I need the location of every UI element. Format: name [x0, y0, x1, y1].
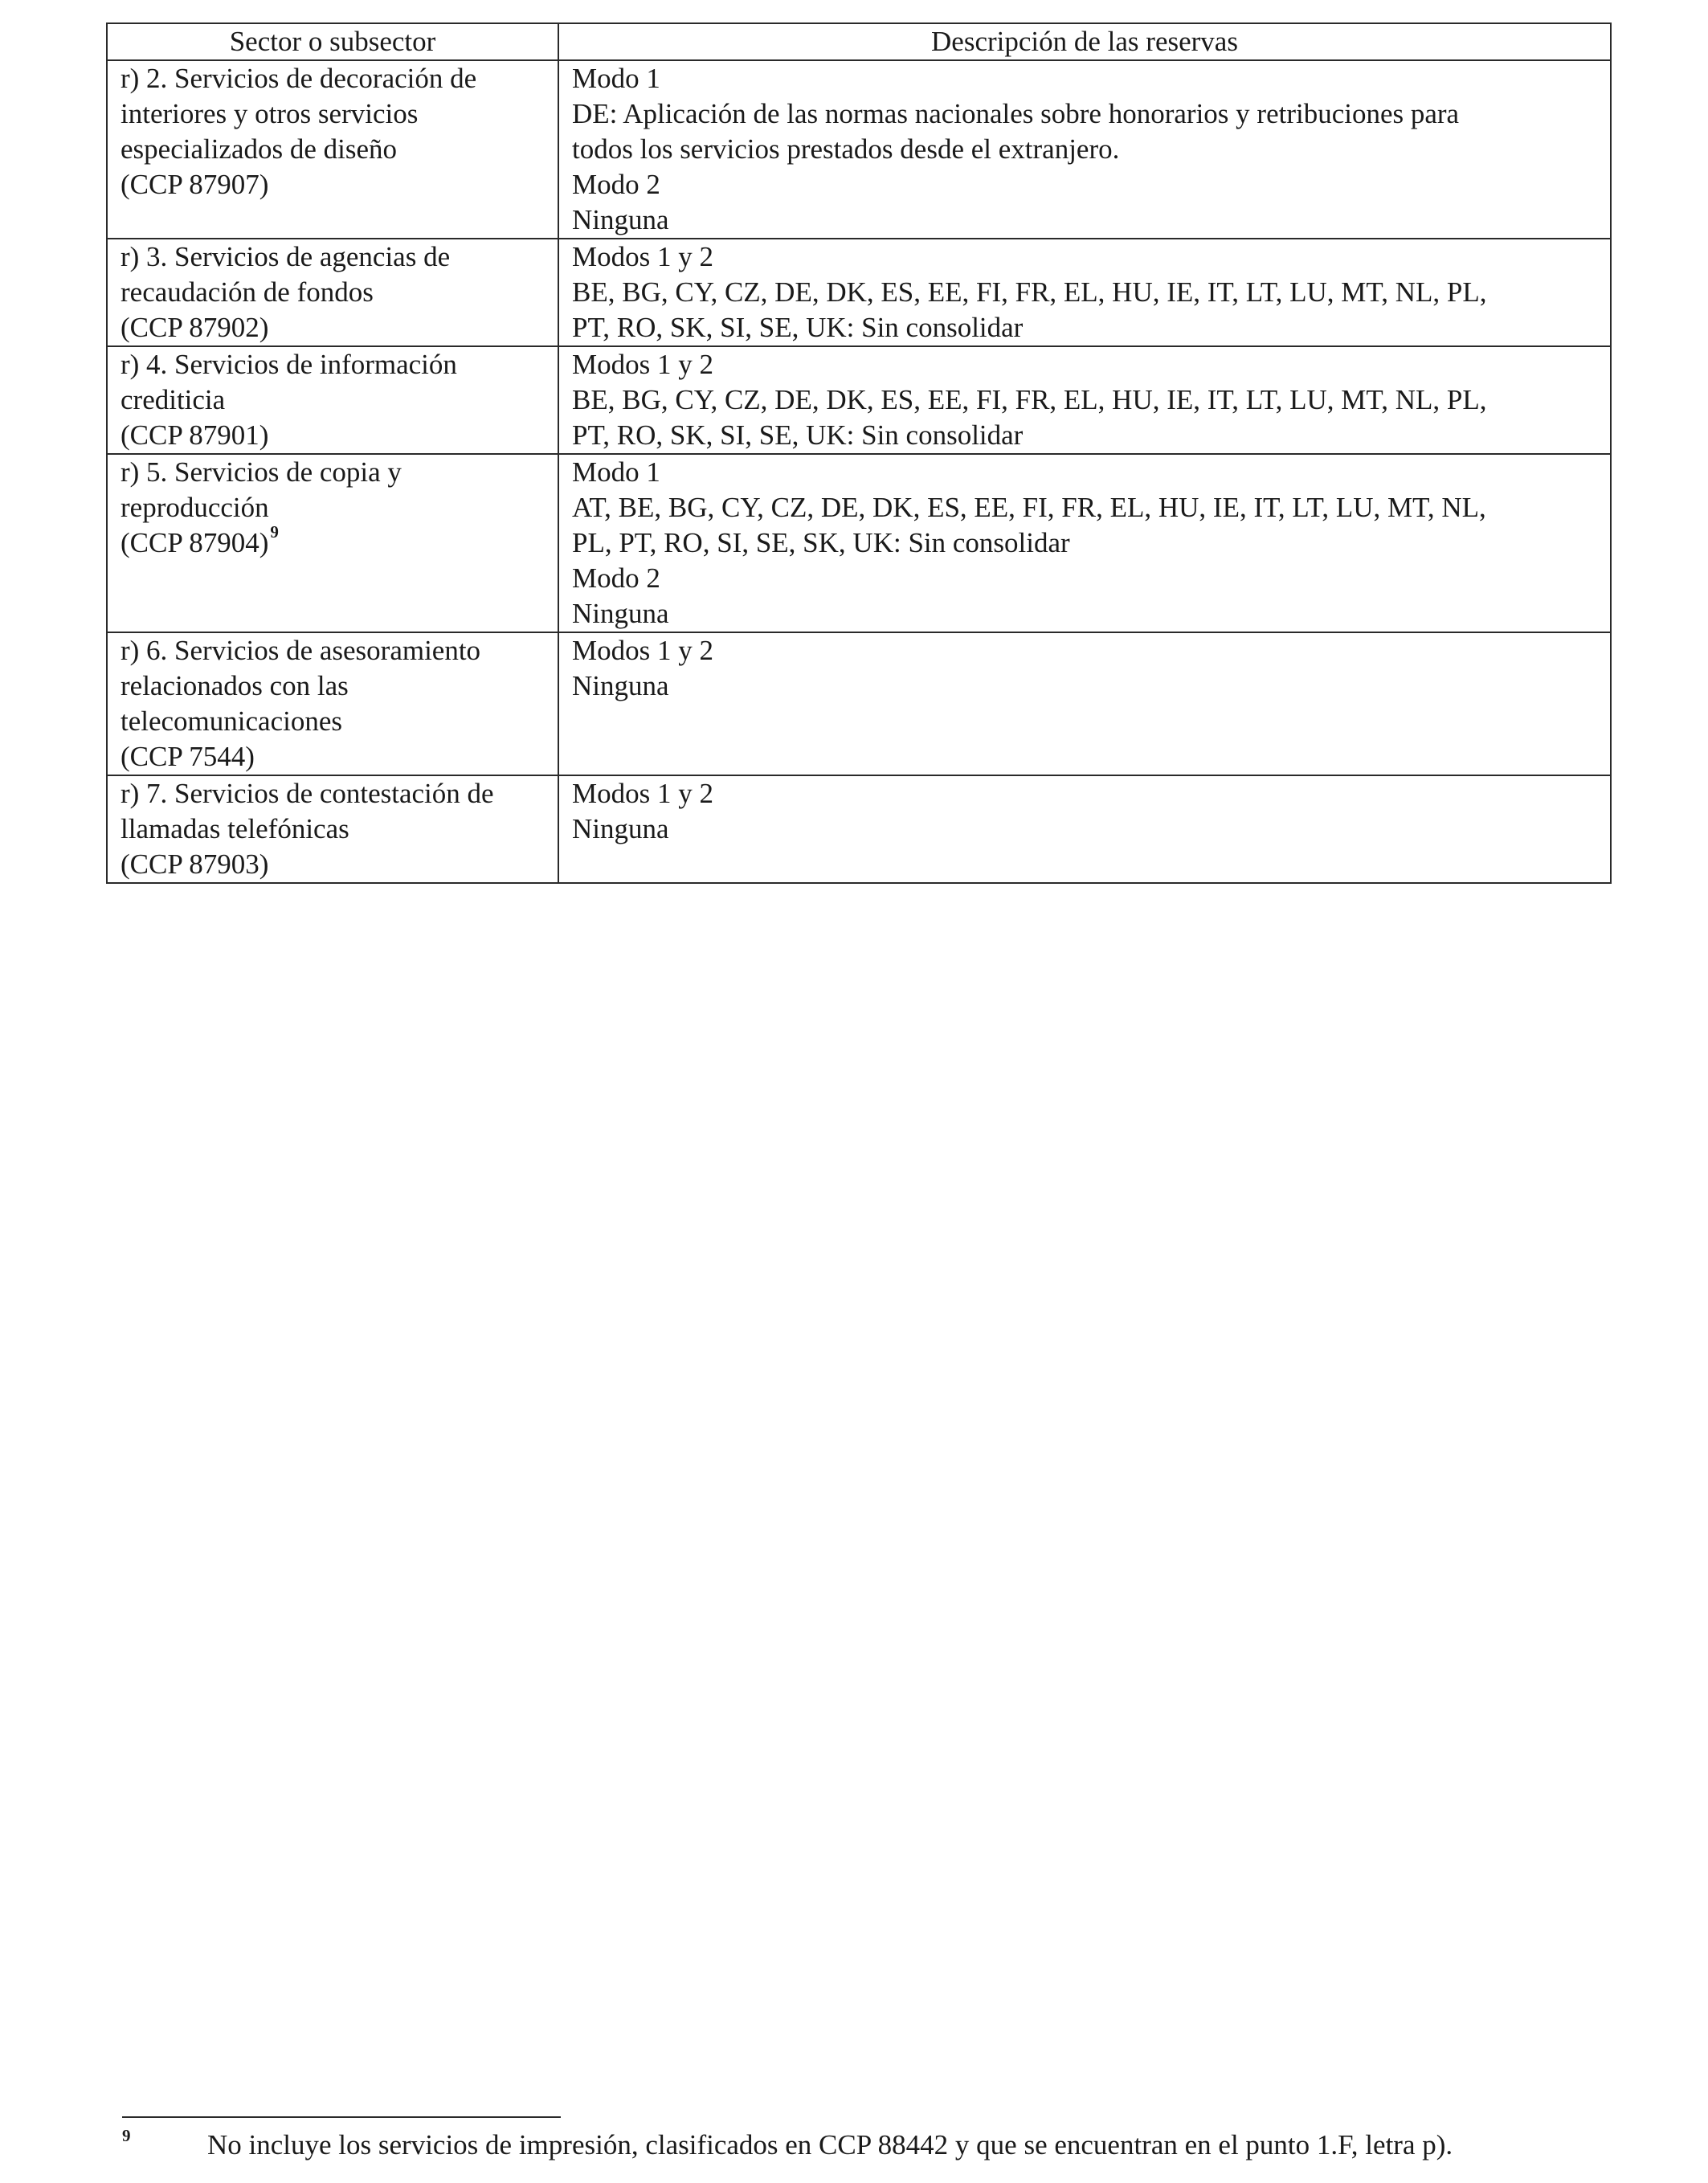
description-line: todos los servicios prestados desde el extranjero.	[572, 133, 1120, 165]
sector-line: r) 6. Servicios de asesoramiento	[121, 635, 481, 666]
description-line: BE, BG, CY, CZ, DE, DK, ES, EE, FI, FR, EL, HU, IE, IT, LT, LU, MT, NL, PL,	[572, 276, 1487, 308]
sector-line: crediticia	[121, 384, 226, 415]
header-sector: Sector o subsector	[107, 23, 558, 60]
sector-line: (CCP 87903)	[121, 848, 269, 880]
description-line: Modos 1 y 2	[572, 778, 713, 809]
reservations-table	[106, 22, 1612, 884]
description-line: PL, PT, RO, SI, SE, SK, UK: Sin consolidar	[572, 527, 1070, 558]
sector-cell	[107, 775, 558, 883]
table-header-row	[107, 23, 1611, 60]
sector-line: r) 4. Servicios de información	[121, 349, 457, 380]
sector-cell	[107, 346, 558, 454]
sector-cell	[107, 632, 558, 775]
sector-line: (CCP 87907)	[121, 169, 269, 200]
sector-line-text: (CCP 87904)	[121, 527, 269, 558]
description-line: Modo 1	[572, 456, 660, 488]
description-cell	[558, 239, 1611, 346]
table-row	[107, 60, 1611, 239]
sector-line: (CCP 87901)	[121, 419, 269, 451]
sector-cell	[107, 239, 558, 346]
description-line: Ninguna	[572, 670, 669, 701]
description-cell	[558, 632, 1611, 775]
header-description: Descripción de las reservas	[558, 23, 1611, 60]
sector-line: r) 2. Servicios de decoración de	[121, 63, 477, 94]
sector-line	[121, 522, 546, 561]
description-cell	[558, 775, 1611, 883]
sector-cell	[107, 60, 558, 239]
table-row	[107, 632, 1611, 775]
footnote-text: No incluye los servicios de impresión, clasificados en CCP 88442 y que se encuentran en el punto 1.F, letra p).	[207, 2129, 1453, 2161]
sector-line: llamadas telefónicas	[121, 813, 349, 844]
sector-line: reproducción	[121, 492, 269, 523]
description-cell	[558, 346, 1611, 454]
table-row	[107, 239, 1611, 346]
description-line: Ninguna	[572, 813, 669, 844]
description-line: PT, RO, SK, SI, SE, UK: Sin consolidar	[572, 419, 1024, 451]
description-line: Modos 1 y 2	[572, 241, 713, 272]
description-line: BE, BG, CY, CZ, DE, DK, ES, EE, FI, FR, EL, HU, IE, IT, LT, LU, MT, NL, PL,	[572, 384, 1487, 415]
sector-line: (CCP 87902)	[121, 312, 269, 343]
footnote-number: 9	[122, 2126, 131, 2145]
sector-line: (CCP 7544)	[121, 741, 255, 772]
table-row	[107, 346, 1611, 454]
sector-line: telecomunicaciones	[121, 705, 342, 737]
description-line: AT, BE, BG, CY, CZ, DE, DK, ES, EE, FI, FR, EL, HU, IE, IT, LT, LU, MT, NL,	[572, 492, 1486, 523]
description-line: DE: Aplicación de las normas nacionales sobre honorarios y retribuciones para	[572, 98, 1460, 129]
description-line: Ninguna	[572, 204, 669, 235]
sector-line: relacionados con las	[121, 670, 349, 701]
description-cell	[558, 454, 1611, 632]
table-row	[107, 454, 1611, 632]
description-cell	[558, 60, 1611, 239]
table-row	[107, 775, 1611, 883]
description-line: Modo 2	[572, 169, 660, 200]
description-line: Modos 1 y 2	[572, 635, 713, 666]
description-line: Modos 1 y 2	[572, 349, 713, 380]
sector-line: especializados de diseño	[121, 133, 398, 165]
sector-line: recaudación de fondos	[121, 276, 374, 308]
sector-cell	[107, 454, 558, 632]
description-line: Ninguna	[572, 598, 669, 629]
sector-line: r) 3. Servicios de agencias de	[121, 241, 451, 272]
footnote-reference[interactable]: 9	[270, 522, 279, 542]
description-line: PT, RO, SK, SI, SE, UK: Sin consolidar	[572, 312, 1024, 343]
sector-line: r) 5. Servicios de copia y	[121, 456, 402, 488]
sector-line: interiores y otros servicios	[121, 98, 419, 129]
description-line: Modo 2	[572, 562, 660, 594]
description-line: Modo 1	[572, 63, 660, 94]
sector-line: r) 7. Servicios de contestación de	[121, 778, 494, 809]
footnote-separator	[122, 2116, 561, 2118]
